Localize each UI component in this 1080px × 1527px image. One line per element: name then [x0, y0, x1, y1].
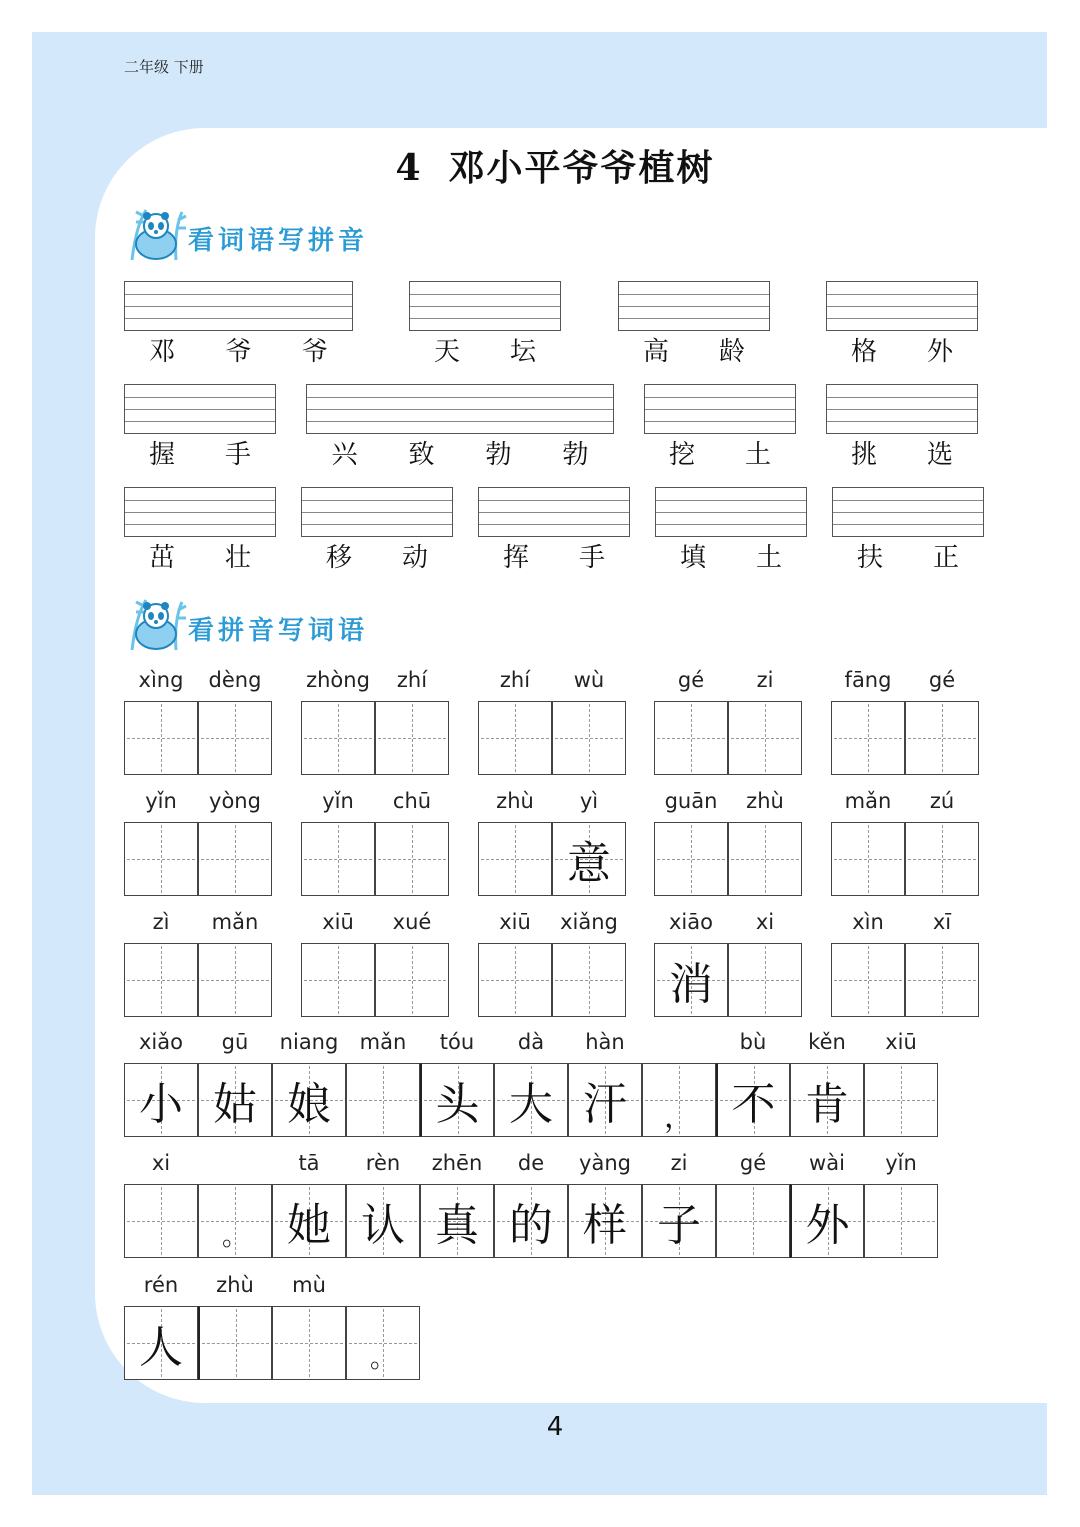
word-character: 邓: [149, 337, 176, 367]
word-character: 天: [433, 337, 460, 367]
tianzige-cell[interactable]: [124, 822, 198, 896]
tianzige-cell[interactable]: [552, 822, 626, 896]
word-characters: [826, 437, 978, 473]
tianzige-cell[interactable]: [198, 822, 272, 896]
word-character: 勃: [485, 440, 512, 470]
pinyin-label: dèng: [208, 668, 262, 692]
pinyin-label: xi: [151, 1151, 171, 1175]
pinyin-label: gé: [677, 668, 705, 692]
tianzige-cell[interactable]: [420, 1063, 494, 1137]
cell-character: 。: [369, 1344, 396, 1374]
tianzige-cell[interactable]: [654, 822, 728, 896]
tianzige-cell[interactable]: [552, 701, 626, 775]
cell-character: 她: [287, 1200, 331, 1251]
word-characters: [618, 334, 770, 370]
pinyin-label: tā: [298, 1151, 320, 1175]
word-characters: [826, 334, 978, 370]
word-characters: [301, 540, 453, 576]
tianzige-cell[interactable]: [124, 701, 198, 775]
pinyin-label: xìng: [138, 668, 184, 692]
panda-icon: [124, 206, 188, 262]
pinyin-answer-box[interactable]: [655, 487, 807, 537]
cell-character: 娘: [287, 1079, 331, 1130]
pinyin-label: zi: [670, 1151, 688, 1175]
section-label: 看词语写拼音: [188, 226, 369, 256]
pinyin-label: fāng: [844, 668, 892, 692]
cell-character: 消: [669, 959, 713, 1010]
section-label: 看拼音写词语: [188, 616, 369, 646]
lesson-title: [0, 140, 1080, 191]
word-characters: [832, 540, 984, 576]
word-character: 挖: [668, 440, 695, 470]
pinyin-answer-box[interactable]: [301, 487, 453, 537]
word-character: 龄: [718, 337, 745, 367]
tianzige-cell[interactable]: [375, 822, 449, 896]
lesson-number: 4: [395, 147, 423, 189]
pinyin-label: zi: [756, 668, 774, 692]
pinyin-label: mù: [292, 1273, 326, 1297]
tianzige-cell[interactable]: [728, 822, 802, 896]
word-character: 挑: [850, 440, 877, 470]
tianzige-cell[interactable]: [420, 1184, 494, 1258]
tianzige-cell[interactable]: [654, 943, 728, 1017]
word-character: 格: [850, 337, 877, 367]
cell-character: 大: [509, 1079, 553, 1130]
pinyin-answer-box[interactable]: [826, 384, 978, 434]
cell-character: 认: [361, 1200, 405, 1251]
tianzige-cell[interactable]: [905, 943, 979, 1017]
word-character: 手: [578, 543, 605, 573]
pinyin-label: xiǎo: [139, 1030, 183, 1054]
pinyin-label: zhù: [216, 1273, 254, 1297]
pinyin-answer-box[interactable]: [124, 281, 353, 331]
word-characters: [644, 437, 796, 473]
tianzige-cell[interactable]: [478, 701, 552, 775]
word-character: 致: [408, 440, 435, 470]
cell-character: 真: [435, 1200, 479, 1251]
page-number: 4: [546, 1412, 564, 1442]
word-characters: [124, 334, 353, 370]
pinyin-label: guān: [664, 789, 718, 813]
cell-character: 外: [805, 1200, 850, 1251]
pinyin-label: zhòng: [306, 668, 370, 692]
pinyin-label: rén: [143, 1273, 179, 1297]
pinyin-label: gé: [739, 1151, 767, 1175]
pinyin-answer-box[interactable]: [644, 384, 796, 434]
word-character: 填: [679, 543, 706, 573]
pinyin-label: xiū: [499, 910, 531, 934]
pinyin-label: xiū: [885, 1030, 917, 1054]
pinyin-label: mǎn: [844, 789, 892, 813]
tianzige-cell[interactable]: [375, 701, 449, 775]
pinyin-label: zú: [929, 789, 955, 813]
tianzige-cell[interactable]: [301, 701, 375, 775]
pinyin-label: hàn: [585, 1030, 625, 1054]
tianzige-cell[interactable]: [905, 822, 979, 896]
tianzige-cell[interactable]: [198, 1306, 272, 1380]
tianzige-cell[interactable]: [568, 1184, 642, 1258]
tianzige-cell[interactable]: [198, 943, 272, 1017]
word-character: 手: [224, 440, 251, 470]
tianzige-cell[interactable]: [568, 1063, 642, 1137]
word-characters: [409, 334, 561, 370]
tianzige-cell[interactable]: [716, 1063, 790, 1137]
word-character: 坛: [509, 337, 536, 367]
tianzige-cell[interactable]: [728, 943, 802, 1017]
tianzige-cell[interactable]: [864, 1184, 938, 1258]
pinyin-label: niang: [279, 1030, 339, 1054]
word-character: 茁: [148, 543, 175, 573]
word-characters: [124, 437, 276, 473]
pinyin-label: yǐn: [885, 1151, 917, 1175]
word-character: 挥: [502, 543, 529, 573]
tianzige-cell[interactable]: [272, 1184, 346, 1258]
tianzige-cell[interactable]: [375, 943, 449, 1017]
tianzige-cell[interactable]: [124, 1184, 198, 1258]
word-character: 移: [325, 543, 352, 573]
pinyin-label: xiǎng: [560, 910, 618, 934]
cell-character: 肯: [805, 1079, 849, 1130]
tianzige-cell[interactable]: [272, 1306, 346, 1380]
pinyin-label: yǐn: [322, 789, 354, 813]
word-character: 高: [642, 337, 669, 367]
word-character: 爷: [301, 337, 328, 367]
tianzige-cell[interactable]: [198, 1184, 272, 1258]
pinyin-answer-box[interactable]: [826, 281, 978, 331]
pinyin-label: kěn: [808, 1030, 846, 1054]
pinyin-label: xiāo: [669, 910, 713, 934]
tianzige-cell[interactable]: [494, 1184, 568, 1258]
tianzige-cell[interactable]: [831, 822, 905, 896]
tianzige-cell[interactable]: [552, 943, 626, 1017]
word-character: 正: [932, 543, 959, 573]
cell-character: ，: [664, 1100, 694, 1135]
cell-character: 头: [435, 1079, 480, 1130]
tianzige-cell[interactable]: [198, 701, 272, 775]
pinyin-label: gū: [221, 1030, 249, 1054]
word-character: 土: [755, 543, 782, 573]
cell-character: 姑: [213, 1079, 257, 1130]
pinyin-label: yàng: [579, 1151, 631, 1175]
panda-icon: [124, 596, 188, 652]
word-character: 选: [926, 440, 953, 470]
pinyin-label: xìn: [852, 910, 884, 934]
pinyin-label: yì: [579, 789, 599, 813]
pinyin-label: zhù: [496, 789, 534, 813]
pinyin-label: tóu: [439, 1030, 475, 1054]
pinyin-answer-box[interactable]: [832, 487, 984, 537]
pinyin-label: zhí: [499, 668, 531, 692]
pinyin-label: dà: [517, 1030, 545, 1054]
word-character: 兴: [331, 440, 358, 470]
tianzige-cell[interactable]: [716, 1184, 790, 1258]
cell-character: 汗: [583, 1079, 627, 1130]
pinyin-label: wài: [809, 1151, 845, 1175]
cell-character: 小: [139, 1079, 183, 1130]
tianzige-cell[interactable]: [124, 1063, 198, 1137]
tianzige-cell[interactable]: [346, 1306, 420, 1380]
pinyin-label: chū: [392, 789, 432, 813]
pinyin-label: zhù: [746, 789, 784, 813]
word-character: 扶: [856, 543, 883, 573]
pinyin-label: xī: [932, 910, 952, 934]
tianzige-cell[interactable]: [831, 701, 905, 775]
cell-character: 人: [139, 1322, 183, 1373]
tianzige-cell[interactable]: [831, 943, 905, 1017]
word-character: 勃: [562, 440, 589, 470]
cell-character: 子: [657, 1200, 701, 1251]
tianzige-cell[interactable]: [301, 822, 375, 896]
pinyin-answer-box[interactable]: [478, 487, 630, 537]
word-character: 外: [926, 337, 953, 367]
tianzige-cell[interactable]: [864, 1063, 938, 1137]
pinyin-label: gé: [928, 668, 956, 692]
tianzige-cell[interactable]: [790, 1063, 864, 1137]
grade-label: 二年级 下册: [124, 58, 204, 76]
tianzige-cell[interactable]: [198, 1063, 272, 1137]
tianzige-cell[interactable]: [494, 1063, 568, 1137]
pinyin-label: zì: [152, 910, 170, 934]
tianzige-cell[interactable]: [478, 822, 552, 896]
cell-character: 的: [509, 1200, 553, 1251]
pinyin-label: xi: [755, 910, 775, 934]
lesson-title-text: 邓小平爷爷植树: [448, 147, 715, 189]
pinyin-label: zhí: [396, 668, 428, 692]
word-characters: [478, 540, 630, 576]
tianzige-cell[interactable]: [346, 1184, 420, 1258]
word-character: 壮: [224, 543, 251, 573]
tianzige-cell[interactable]: [654, 701, 728, 775]
word-character: 握: [148, 440, 175, 470]
pinyin-answer-box[interactable]: [124, 487, 276, 537]
pinyin-answer-box[interactable]: [618, 281, 770, 331]
pinyin-label: wù: [573, 668, 605, 692]
word-character: 土: [744, 440, 771, 470]
pinyin-label: xué: [392, 910, 432, 934]
pinyin-label: xiū: [322, 910, 354, 934]
word-characters: [655, 540, 807, 576]
pinyin-label: yǐn: [145, 789, 177, 813]
tianzige-cell[interactable]: [790, 1184, 864, 1258]
pinyin-label: mǎn: [211, 910, 259, 934]
tianzige-cell[interactable]: [346, 1063, 420, 1137]
cell-character: 意: [567, 838, 611, 889]
tianzige-cell[interactable]: [272, 1063, 346, 1137]
tianzige-cell[interactable]: [124, 943, 198, 1017]
pinyin-answer-box[interactable]: [306, 384, 614, 434]
tianzige-cell[interactable]: [728, 701, 802, 775]
cell-character: 样: [583, 1200, 627, 1251]
tianzige-cell[interactable]: [124, 1306, 198, 1380]
cell-character: 。: [221, 1222, 248, 1252]
tianzige-cell[interactable]: [642, 1184, 716, 1258]
pinyin-label: de: [517, 1151, 545, 1175]
tianzige-cell[interactable]: [478, 943, 552, 1017]
tianzige-cell[interactable]: [905, 701, 979, 775]
pinyin-answer-box[interactable]: [124, 384, 276, 434]
pinyin-label: bù: [739, 1030, 767, 1054]
word-character: 动: [401, 543, 428, 573]
word-characters: [124, 540, 276, 576]
pinyin-label: rèn: [365, 1151, 401, 1175]
pinyin-label: mǎn: [359, 1030, 407, 1054]
pinyin-label: zhēn: [431, 1151, 483, 1175]
tianzige-cell[interactable]: [642, 1063, 716, 1137]
pinyin-label: yòng: [209, 789, 261, 813]
pinyin-answer-box[interactable]: [409, 281, 561, 331]
word-characters: [306, 437, 614, 473]
tianzige-cell[interactable]: [301, 943, 375, 1017]
cell-character: 不: [731, 1079, 776, 1130]
word-character: 爷: [225, 337, 252, 367]
